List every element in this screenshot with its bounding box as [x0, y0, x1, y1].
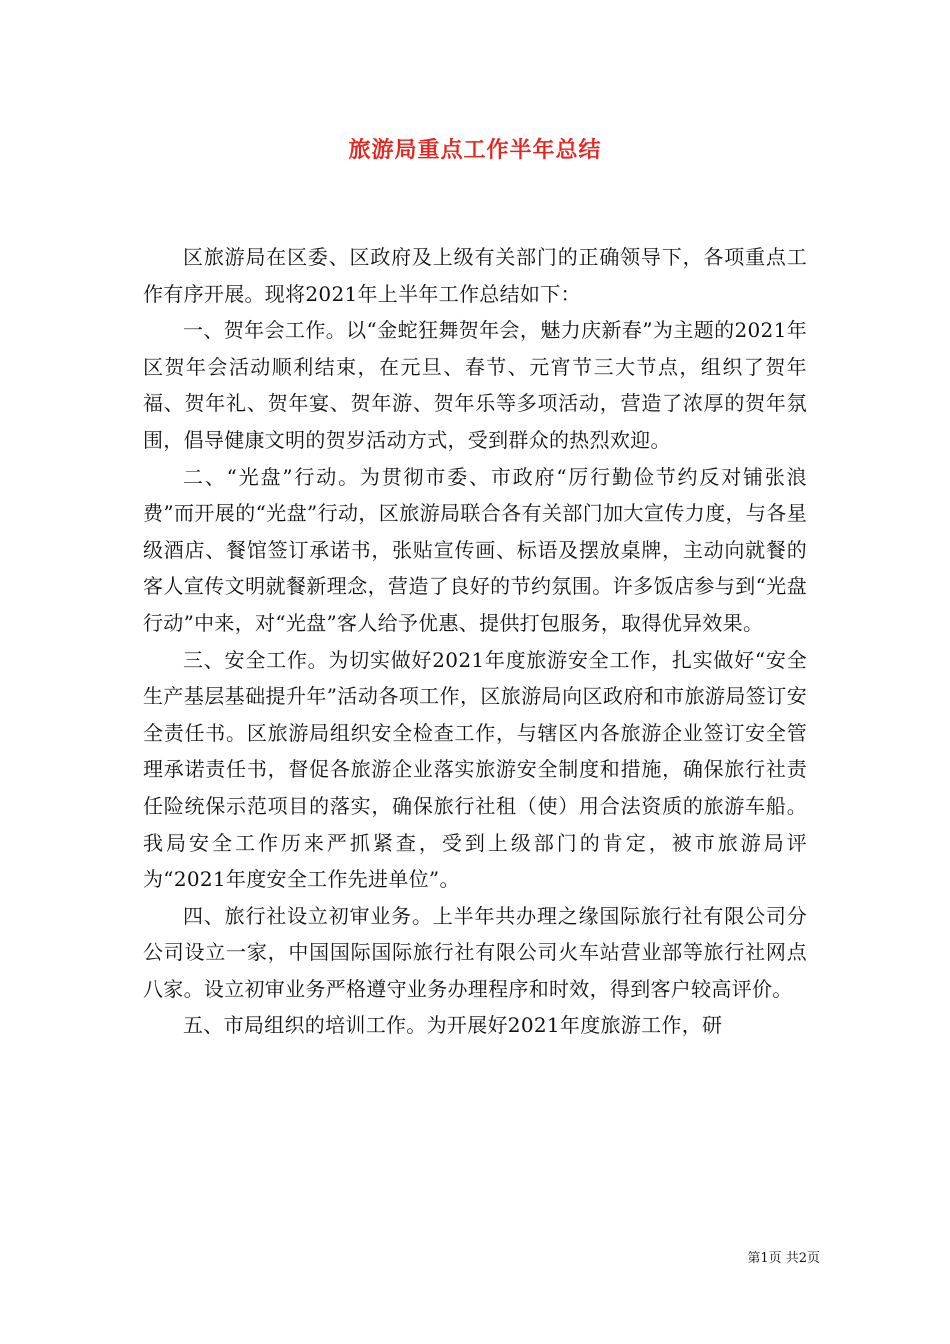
section-1-paragraph: 一、贺年会工作。以“金蛇狂舞贺年会，魅力庆新春”为主题的2021年区贺年会活动顺利结束，在元旦、春节、元宵节三大节点，组织了贺年福、贺年礼、贺年宴、贺年游、贺年乐等多项活动，营造了浓厚的贺年氛围，倡导健康文明的贺岁活动方式，受到群众的热烈欢迎。	[143, 318, 807, 452]
section-4-paragraph: 四、旅行社设立初审业务。上半年共办理之缘国际旅行社有限公司分公司设立一家，中国国际国际旅行社有限公司火车站营业部等旅行社网点八家。设立初审业务严格遵守业务办理程序和时效，得到客户较高评价。	[143, 903, 807, 1001]
section-5-paragraph: 五、市局组织的培训工作。为开展好2021年度旅游工作，研	[183, 1013, 723, 1038]
document-body	[143, 239, 807, 1044]
page-number: 第1页 共2页	[747, 1251, 820, 1266]
section-3-paragraph: 三、安全工作。为切实做好2021年度旅游安全工作，扎实做好“安全生产基层基础提升年”活动各项工作，区旅游局向区政府和市旅游局签订安全责任书。区旅游局组织安全检查工作，与辖区内各旅游企业签订安全管理承诺责任书，督促各旅游企业落实旅游安全制度和措施，确保旅行社责任险统保示范项目的落实，确保旅行社租（使）用合法资质的旅游车船。我局安全工作历来严抓紧查，受到上级部门的肯定，被市旅游局评为“2021年度安全工作先进单位”。	[143, 647, 807, 892]
section-2-paragraph: 二、“光盘”行动。为贯彻市委、市政府“厉行勤俭节约反对铺张浪费”而开展的“光盘”行动，区旅游局联合各有关部门加大宣传力度，与各星级酒店、餐馆签订承诺书，张贴宣传画、标语及摆放桌牌，主动向就餐的客人宣传文明就餐新理念，营造了良好的节约氛围。许多饭店参与到“光盘行动”中来，对“光盘”客人给予优惠、提供打包服务，取得优异效果。	[143, 464, 807, 635]
intro-paragraph: 区旅游局在区委、区政府及上级有关部门的正确领导下，各项重点工作有序开展。现将2021年上半年工作总结如下：	[143, 245, 807, 306]
document-title: 旅游局重点工作半年总结	[348, 137, 602, 163]
